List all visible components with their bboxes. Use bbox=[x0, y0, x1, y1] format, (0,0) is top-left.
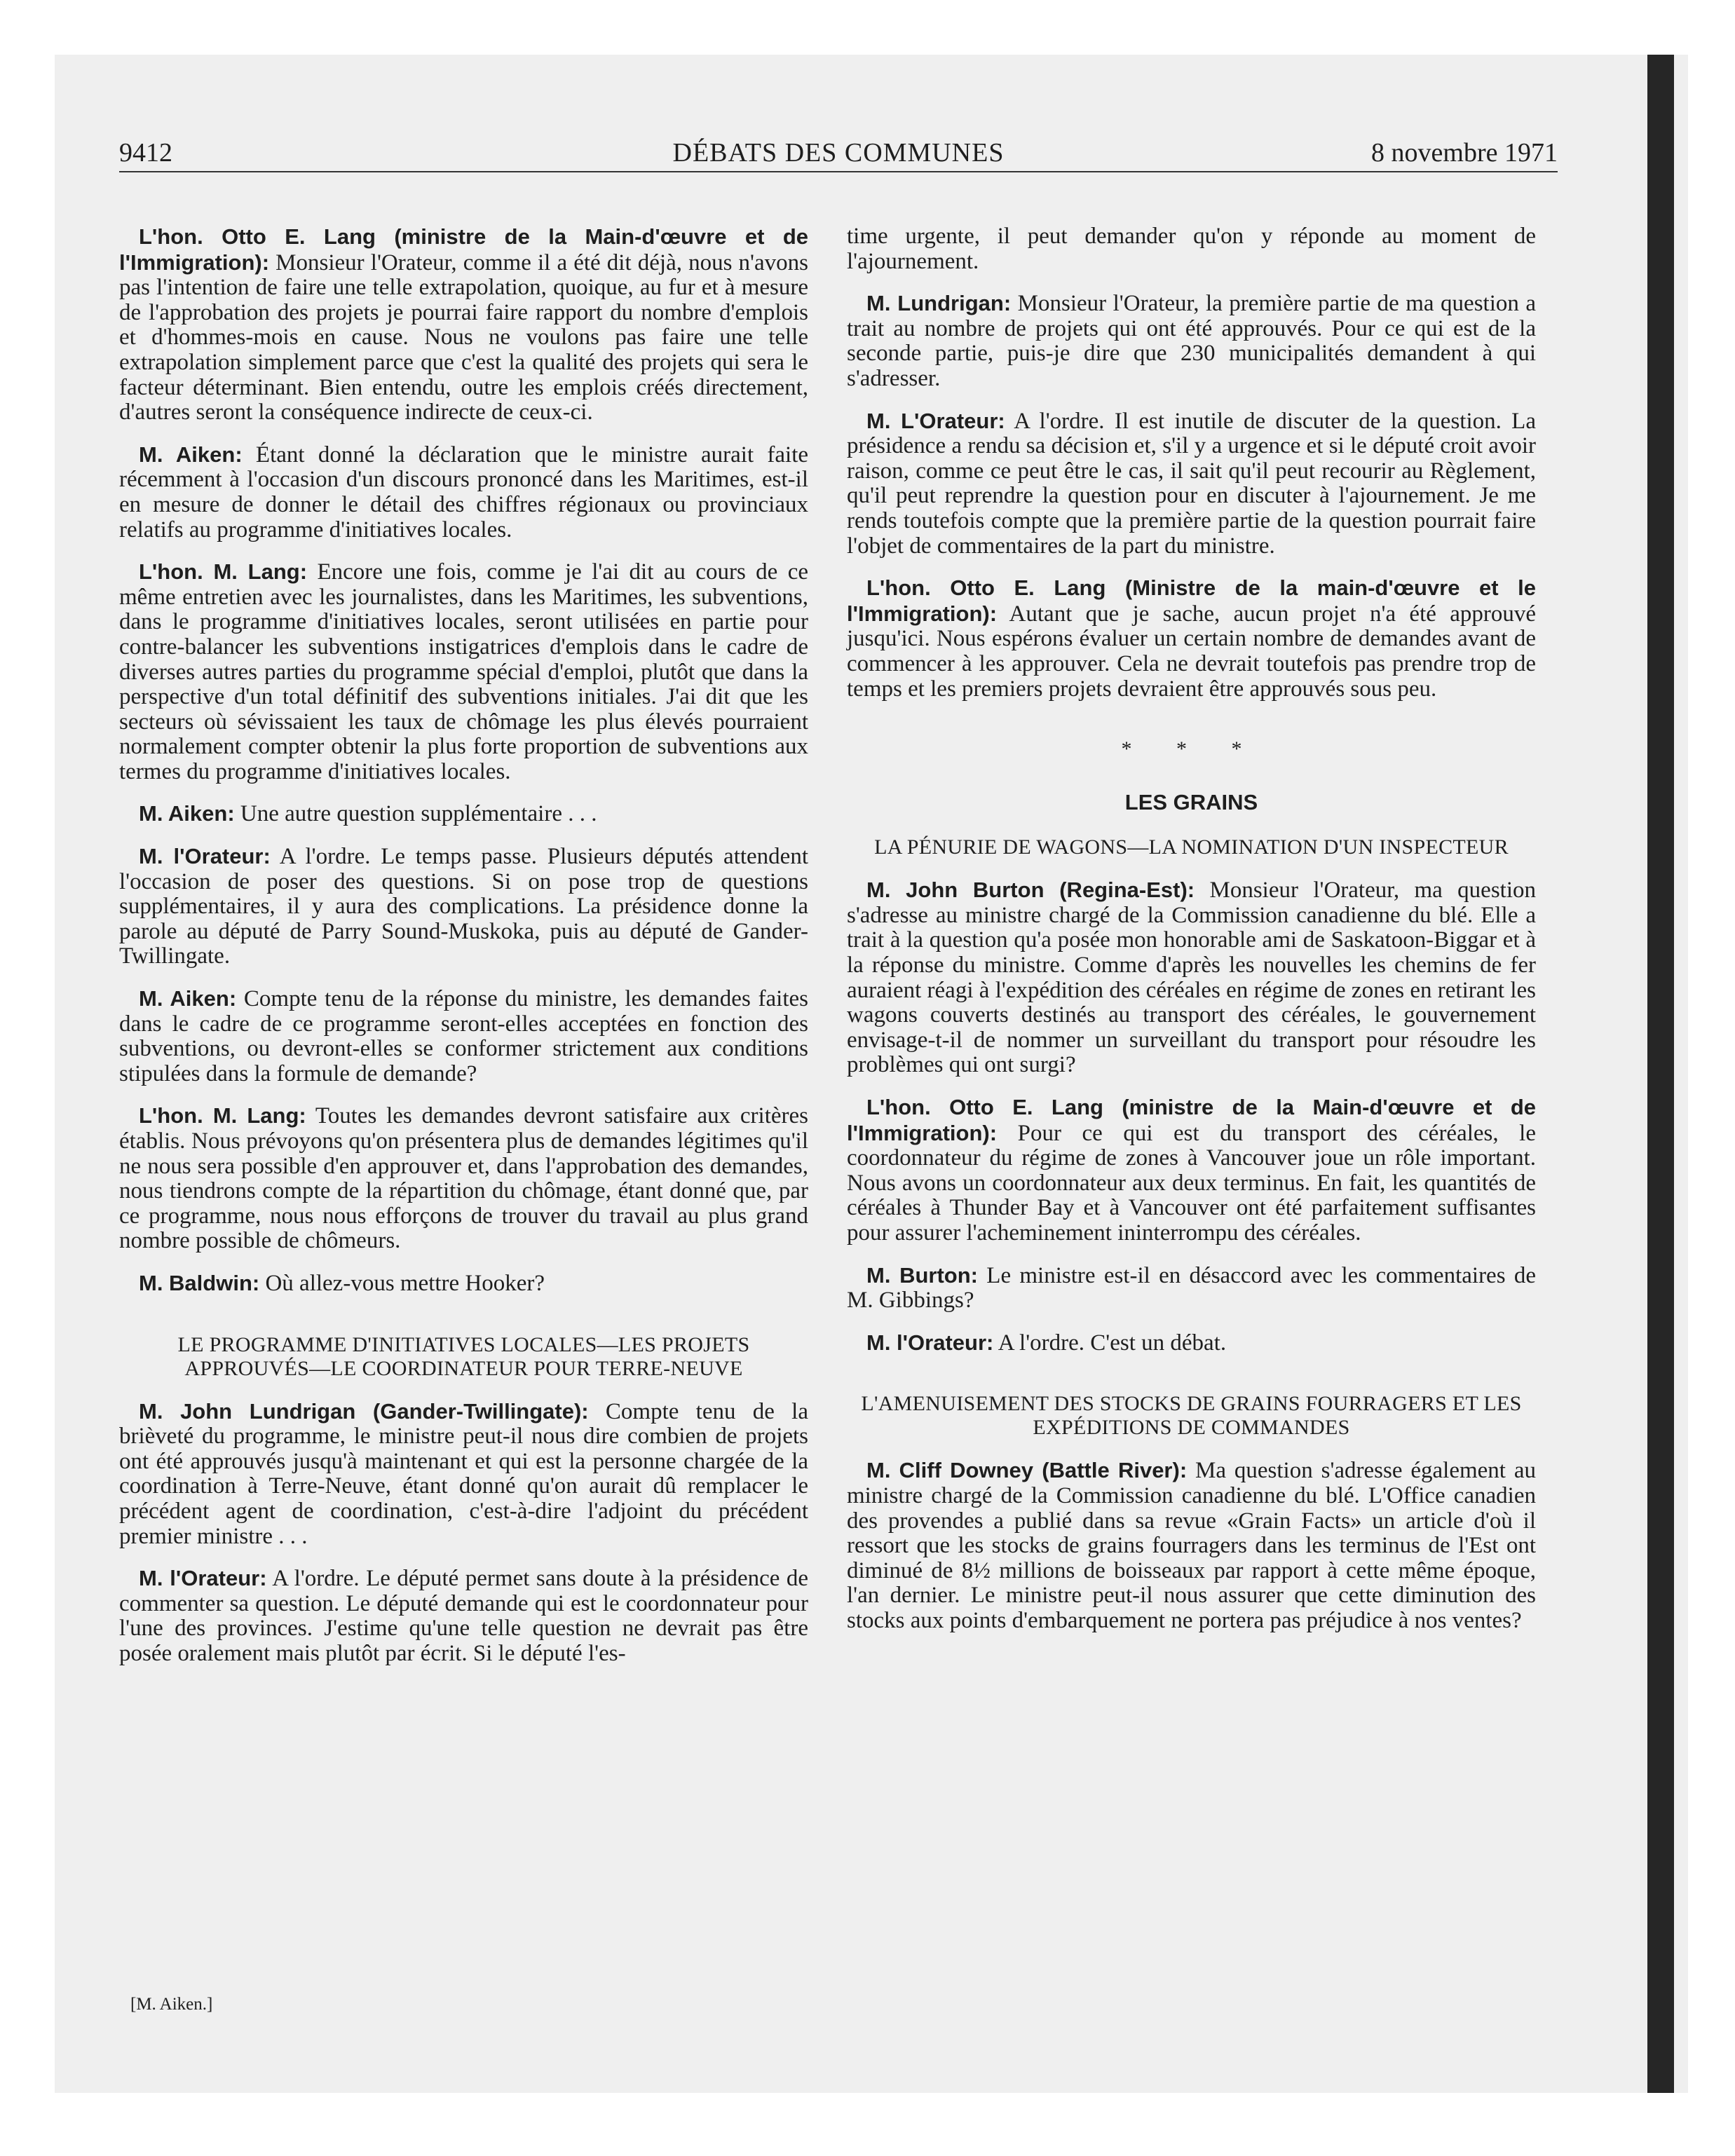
paragraph bbox=[119, 1271, 808, 1297]
paragraph bbox=[119, 559, 808, 784]
speaker-name: M. Aiken: bbox=[139, 986, 237, 1011]
speaker-name: M. l'Orateur: bbox=[139, 844, 271, 869]
page-date: 8 novembre 1971 bbox=[1371, 138, 1558, 168]
paragraph bbox=[119, 986, 808, 1086]
paragraph-text: Une autre question supplémentaire . . . bbox=[240, 801, 597, 827]
page-title: DÉBATS DES COMMUNES bbox=[672, 138, 1005, 168]
paragraph-text: Où allez-vous mettre Hooker? bbox=[265, 1270, 545, 1296]
paragraph bbox=[119, 1566, 808, 1666]
speaker-name: M. Burton: bbox=[866, 1262, 978, 1288]
speaker-name: M. l'Orateur: bbox=[866, 1330, 994, 1355]
speaker-name: L'hon. Otto E. Lang (ministre de la Main-d'œuvre et de l'Immigration): bbox=[847, 1095, 1536, 1145]
paragraph bbox=[847, 878, 1536, 1078]
paragraph-text: A l'ordre. Le député permet sans doute à la présidence de commenter sa question. Le député demande qui est le coordonnateur pour l'une des provinces. J'estime qu'une telle question ne devrait pas être posée oralement mais plutôt par écrit. Si le député l'es- bbox=[119, 1566, 808, 1666]
speaker-name: L'hon. Otto E. Lang (ministre de la Main-d'œuvre et de l'Immigration): bbox=[119, 224, 808, 275]
paragraph bbox=[847, 291, 1536, 391]
section-separator: * * * bbox=[1121, 737, 1262, 761]
speaker-name: L'hon. Otto E. Lang (Ministre de la main-d'œuvre et le l'Immigration): bbox=[847, 575, 1536, 626]
paragraph-text: Monsieur l'Orateur, ma question s'adresse au ministre chargé de la Commission canadienne du blé. Elle a trait à la question qu'a posée mon honorable ami de Saskatoon-Biggar et à la réponse du ministre. Comme d'après les nouvelles les chemins de fer auraient réagi à l'expédition des céréales en régime de zones en retirant les wagons couverts destinés au transport des céréales, le gouvernement envisage-t-il de nommer un surveillant du transport pour résoudre les problèmes qui ont surgi? bbox=[847, 878, 1537, 1078]
paragraph-text: Compte tenu de la brièveté du programme, le ministre peut-il nous dire combien de projets ont été approuvés jusqu'à maintenant et qui est la personne chargée de la coordination à Terre-Neuve, étant donné qu'on aurait dû remplacer le précédent agent de coordination, c'est-à-dire l'adjoint du précédent premier ministre . . . bbox=[119, 1398, 808, 1549]
paragraph bbox=[847, 1263, 1536, 1314]
section-subheading: LE PROGRAMME D'INITIATIVES LOCALES—LES PROJETS APPROUVÉS—LE COORDINATEUR POUR TERRE-NEUVE bbox=[177, 1332, 750, 1380]
paragraph-text: Encore une fois, comme je l'ai dit au cours de ce même entretien avec les journalistes, dans les Maritimes, les subventions, dans le programme d'initiatives locales, seront utilisées en partie pour contre-balancer les subventions instigatrices d'emplois dans le cadre de diverses autres parties du programme spécial d'emploi, plutôt que dans la perspective d'un total définitif des subventions initiales. J'ai dit que les secteurs où sévissaient les taux de chômage les plus élevés pourraient normalement compter obtenir la plus forte proportion de subventions aux termes du programme d'initiatives locales. bbox=[119, 559, 809, 784]
section-subheading: LA PÉNURIE DE WAGONS—LA NOMINATION D'UN INSPECTEUR bbox=[874, 835, 1509, 859]
paragraph bbox=[847, 224, 1536, 274]
speaker-name: M. John Lundrigan (Gander-Twillingate): bbox=[139, 1398, 589, 1424]
paragraph bbox=[119, 801, 808, 827]
paragraph bbox=[119, 844, 808, 969]
paragraph bbox=[119, 442, 808, 543]
paragraph-text: Monsieur l'Orateur, la première partie de ma question a trait au nombre de projets qui ont été approuvés. Pour ce qui est de la seconde partie, puis-je dire que 230 municipalités demandent à qui s'adresser. bbox=[847, 291, 1537, 391]
paragraph bbox=[847, 1330, 1536, 1356]
paragraph-text: Pour ce qui est du transport des céréales, le coordonnateur du régime de zones à Vancouver joue un rôle important. Nous avons un coordonnateur aux deux terminus. En fait, les quantités de céréales à Thunder Bay et à Vancouver ont été parfaitement suffisantes pour assurer l'acheminement ininterrompu des céréales. bbox=[847, 1120, 1536, 1246]
speaker-name: M. John Burton (Regina-Est): bbox=[866, 878, 1195, 903]
paragraph-text: A l'ordre. C'est un débat. bbox=[998, 1330, 1227, 1356]
section-subheading: L'AMENUISEMENT DES STOCKS DE GRAINS FOURRAGERS ET LES EXPÉDITIONS DE COMMANDES bbox=[861, 1392, 1522, 1440]
section-heading: LES GRAINS bbox=[1124, 789, 1258, 814]
speaker-name: L'hon. M. Lang: bbox=[139, 1103, 306, 1128]
paragraph-text: time urgente, il peut demander qu'on y réponde au moment de l'ajournement. bbox=[847, 224, 1536, 274]
speaker-name: M. L'Orateur: bbox=[866, 408, 1005, 433]
page-header bbox=[119, 137, 1558, 172]
paragraph bbox=[847, 1095, 1536, 1246]
left-column bbox=[119, 224, 808, 1684]
paragraph-text: A l'ordre. Il est inutile de discuter de la question. La présidence a rendu sa décision et, s'il y a urgence et si le député croit avoir raison, comme ce peut être le cas, il sait qu'il peut recourir au Règlement, qu'il peut reprendre la question pour en discuter à l'ajournement. Je me rends toutefois compte que la première partie de la question pourrait faire l'objet de commentaires de la part du ministre. bbox=[847, 408, 1536, 559]
speaker-name: M. Baldwin: bbox=[139, 1270, 260, 1295]
paragraph bbox=[119, 224, 808, 425]
paragraph bbox=[119, 1103, 808, 1254]
speaker-name: M. Cliff Downey (Battle River): bbox=[866, 1458, 1188, 1483]
speaker-name: M. Aiken: bbox=[139, 801, 235, 826]
paragraph-text: A l'ordre. Le temps passe. Plusieurs députés attendent l'occasion de poser des questions. Si on pose trop de questions supplémentaires, il y aura des complications. La présidence donne la parole au député de Parry Sound-Muskoka, puis au député de Gander-Twillingate. bbox=[119, 844, 809, 969]
paragraph-text: Compte tenu de la réponse du ministre, les demandes faites dans le cadre de ce programme seront-elles acceptées en fonction des subventions, ou devront-elles se conformer strictement aux conditions stipulées dans la formule de demande? bbox=[119, 986, 808, 1086]
paragraph bbox=[847, 1458, 1536, 1633]
speaker-name: M. l'Orateur: bbox=[139, 1566, 267, 1591]
paragraph-text: Autant que je sache, aucun projet n'a été approuvé jusqu'ici. Nous espérons évaluer un certain nombre de demandes avant de commencer à les approuver. Cela ne devrait toutefois pas prendre trop de temps et les premiers projets devraient être approuvés sous peu. bbox=[847, 601, 1536, 702]
footer-note: [M. Aiken.] bbox=[130, 1995, 213, 2014]
paragraph-text: Monsieur l'Orateur, comme il a été dit déjà, nous n'avons pas l'intention de faire une telle extrapolation, quoique, au fur et à mesure de l'approbation des projets je pourrai faire rapport du nombre d'emplois et d'hommes-mois en cause. Nous ne voulons pas faire une telle extrapolation simplement parce que c'est la qualité des projets qui sera le facteur déterminant. Bien entendu, outre les emplois créés directement, d'autres seront la conséquence indirecte de ceux-ci. bbox=[119, 250, 808, 425]
right-column bbox=[847, 224, 1536, 1651]
paragraph-text: Toutes les demandes devront satisfaire aux critères établis. Nous prévoyons qu'on présentera plus de demandes légitimes qu'il ne nous sera possible d'en approuver et, dans l'approbation des demandes, nous tiendrons compte de la répartition du chômage, étant donné que, par ce programme, nous nous efforçons de trouver du travail au plus grand nombre possible de chômeurs. bbox=[119, 1103, 809, 1254]
scan-edge bbox=[1647, 55, 1674, 2093]
paragraph bbox=[847, 575, 1536, 702]
page-number: 9412 bbox=[119, 138, 172, 168]
paragraph-text: Étant donné la déclaration que le ministre aurait faite récemment à l'occasion d'un discours prononcé dans les Maritimes, est-il en mesure de donner le détail des chiffres régionaux ou provinciaux relatifs au programme d'initiatives locales. bbox=[119, 442, 809, 543]
speaker-name: M. Aiken: bbox=[139, 442, 243, 467]
speaker-name: L'hon. M. Lang: bbox=[139, 559, 308, 585]
paragraph bbox=[119, 1399, 808, 1550]
paragraph-text: Le ministre est-il en désaccord avec les commentaires de M. Gibbings? bbox=[847, 1262, 1536, 1314]
speaker-name: M. Lundrigan: bbox=[866, 291, 1012, 316]
paragraph-text: Ma question s'adresse également au ministre chargé de la Commission canadienne du blé. L'Office canadien des provendes a publié dans sa revue «Grain Facts» un article d'où il ressort que les stocks de grains fourragers dans les terminus de l'Est ont diminué de 8½ millions de boisseaux par rapport à cette même époque, l'an dernier. Le ministre peut-il nous assurer que cette diminution des stocks aux points d'embarquement ne portera pas préjudice à nos ventes? bbox=[847, 1458, 1536, 1633]
paragraph bbox=[847, 409, 1536, 559]
